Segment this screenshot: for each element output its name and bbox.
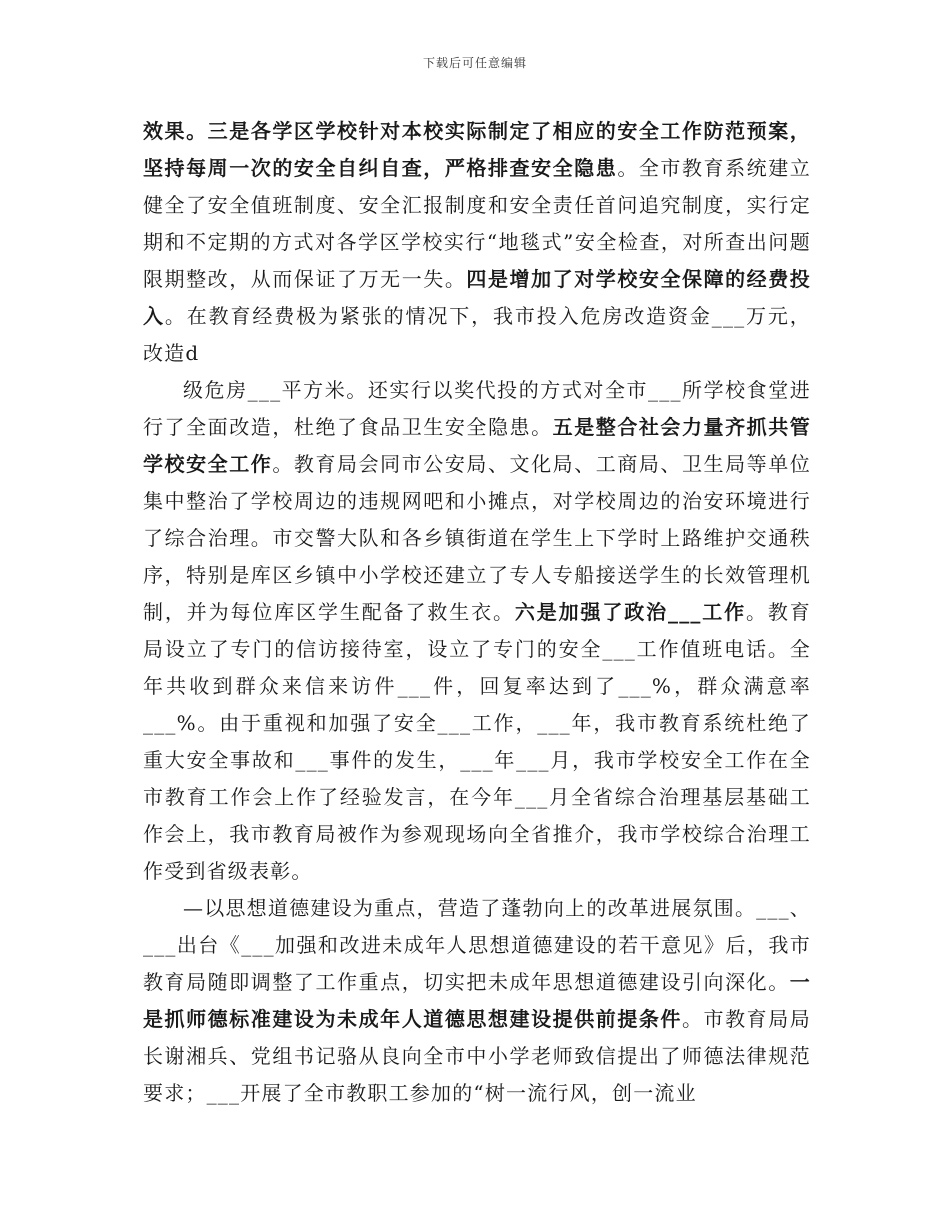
paragraph bbox=[143, 113, 811, 372]
bold-text-run: 六是加强了政治___工作 bbox=[514, 600, 747, 624]
text-run: 。在教育经费极为紧张的情况下，我市投入危房改造资金___万元，改造d bbox=[143, 304, 812, 365]
bold-text-run: 一是抓师德标准建设为未成年人道德思想建设提供前提条件 bbox=[143, 970, 811, 1031]
bold-text-run: 五是整合社会力量齐抓共管学校安全工作 bbox=[143, 415, 811, 476]
text-run: 级危房___平方米。还实行以奖代投的方式对全市___所学校食堂进行了全面改造，杜绝了食品卫生安全隐患。 bbox=[143, 378, 811, 439]
bold-text-run: 四是增加了对学校安全保障的经费投入 bbox=[143, 267, 812, 328]
text-run: 。教育局设立了专门的信访接待室，设立了专门的安全___工作值班电话。全年共收到群众来信来访件___件，回复率达到了___%，群众满意率___%。由于重视和加强了安全___工作，___年，我市教育系统杜绝了重大安全事故和___事件的发生，___年___月，我市学校安全工作在全市教育工作会上作了经验发言，在今年___月全省综合治理基层基础工作会上，我市教育局被作为参观现场向全省推介，我市学校综合治理工作受到省级表彰。 bbox=[143, 600, 811, 883]
text-run: 。市教育局局长谢湘兵、党组书记骆从良向全市中小学老师致信提出了师德法律规范要求；___开展了全市教职工参加的“树一流行风，创一流业 bbox=[143, 1007, 811, 1105]
text-run: 。教育局会同市公安局、文化局、工商局、卫生局等单位集中整治了学校周边的违规网吧和小摊点，对学校周边的治安环境进行了综合治理。市交警大队和各乡镇街道在学生上下学时上路维护交通秩序，特别是库区乡镇中小学校还建立了专人专船接送学生的长效管理机制，并为每位库区学生配备了救生衣。 bbox=[143, 452, 811, 624]
text-run: —以思想道德建设为重点，营造了蓬勃向上的改革进展氛围。___、___出台《___加强和改进未成年人思想道德建设的若干意见》后，我市教育局随即调整了工作重点，切实把未成年思想道德建设引向深化。 bbox=[143, 896, 811, 994]
paragraph bbox=[143, 890, 811, 1112]
text-run: 。全市教育系统建立健全了安全值班制度、安全汇报制度和安全责任首问追究制度，实行定期和不定期的方式对各学区学校实行“地毯式”安全检查，对所查出问题限期整改，从而保证了万无一失。 bbox=[143, 156, 811, 291]
document-body bbox=[143, 113, 811, 1112]
page-header: 下载后可任意编辑 bbox=[422, 56, 527, 70]
paragraph bbox=[143, 372, 811, 890]
bold-text-run: 效果。三是各学区学校针对本校实际制定了相应的安全工作防范预案，坚持每周一次的安全自纠自查，严格排查安全隐患 bbox=[143, 119, 811, 180]
